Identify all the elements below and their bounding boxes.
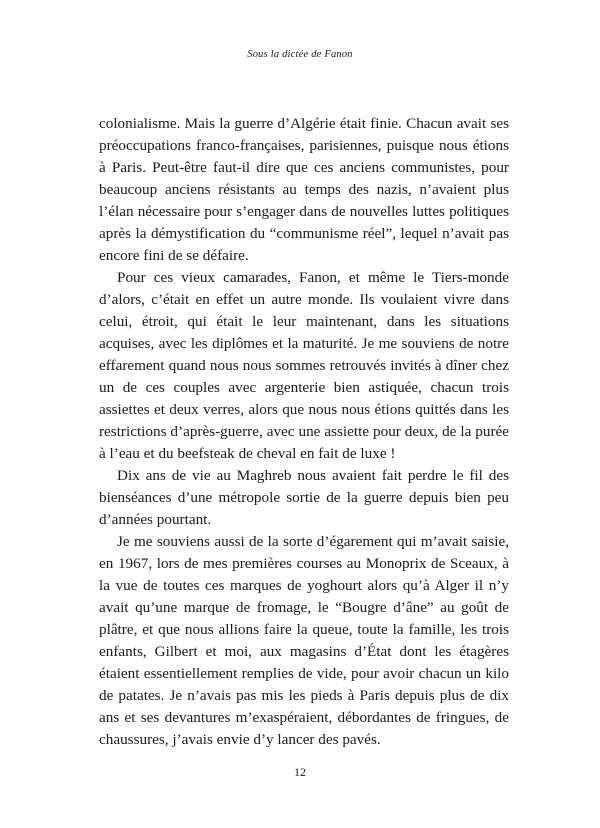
paragraph-2: Pour ces vieux camarades, Fanon, et même le Tiers-monde d’alors, c’était en effet un autre monde. Ils voulaient vivre dans celui, étroit, qui était le leur maintenant, dans les situations acquises, avec les diplômes et la maturité. Je me souviens de notre effarement quand nous nous sommes retrouvés invités à dîner chez un de ces couples avec argenterie bien astiquée, chacun trois assiettes et deux verres, alors que nous nous étions quittés dans les restrictions d’après-guerre, avec une assiette pour deux, de la purée à l’eau et du beefsteak de cheval en fait de luxe !	[99, 269, 509, 462]
body-text	[99, 113, 509, 751]
paragraph-1: colonialisme. Mais la guerre d’Algérie était finie. Chacun avait ses préoccupations franco-françaises, parisiennes, puisque nous étions à Paris. Peut-être faut-il dire que ces anciens communistes, pour beaucoup anciens résistants au temps des nazis, n’avaient plus l’élan nécessaire pour s’engager dans de nouvelles luttes politiques après la démystification du “communisme réel”, lequel n’avait pas encore fini de se défaire.	[99, 115, 509, 264]
paragraph-4: Je me souviens aussi de la sorte d’égarement qui m’avait saisie, en 1967, lors de mes premières courses au Monoprix de Sceaux, à la vue de toutes ces marques de yoghourt alors qu’à Alger il n’y avait qu’une marque de fromage, le “Bougre d’âne” au goût de plâtre, et que nous allions faire la queue, toute la famille, les trois enfants, Gilbert et moi, aux magasins d’État dont les étagères étaient essentiellement remplies de vide, pour avoir chacun un kilo de patates. Je n’avais pas mis les pieds à Paris depuis plus de dix ans et ses devantures m’exaspéraient, débordantes de fringues, de chaussures, j’avais envie d’y lancer des pavés.	[99, 533, 509, 748]
running-head: Sous la dictée de Fanon	[247, 49, 353, 60]
paragraph-3: Dix ans de vie au Maghreb nous avaient fait perdre le fil des bienséances d’une métropole sortie de la guerre depuis bien peu d’années pourtant.	[99, 467, 509, 528]
page-number: 12	[294, 765, 306, 779]
